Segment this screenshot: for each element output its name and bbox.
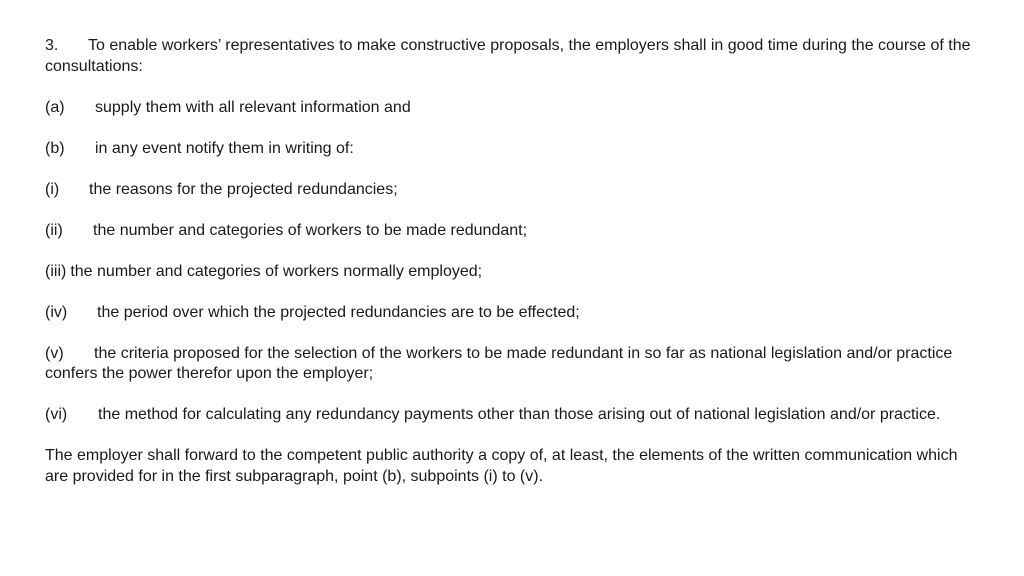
subpoint-iii (45, 262, 985, 283)
paragraph-text: The employer shall forward to the competent public authority a copy of, at least, the elements of the written communication which are provided for in the first subparagraph, point (b), subpoints (i) to (v). (45, 447, 958, 485)
paragraph-3 (45, 36, 985, 77)
document-page (45, 36, 985, 487)
subpoint-number: (iii) (45, 262, 67, 280)
point-a (45, 98, 985, 119)
point-text: in any event notify them in writing of: (95, 139, 354, 157)
subpoint-ii (45, 221, 985, 242)
spacer (45, 241, 985, 262)
paragraph-text: To enable workers’ representatives to make constructive proposals, the employers shall in good time during the course of the consultations: (45, 37, 971, 75)
spacer (45, 77, 985, 98)
point-number: (b) (45, 139, 65, 157)
subpoint-number: (iv) (45, 303, 68, 321)
subpoint-text: the number and categories of workers to be made redundant; (93, 221, 528, 239)
subpoint-v (45, 344, 985, 385)
subpoint-number: (ii) (45, 221, 63, 239)
subpoint-text: the method for calculating any redundancy payments other than those arising out of national legislation and/or practice. (98, 406, 941, 423)
point-b (45, 139, 985, 160)
subpoint-text: the period over which the projected redundancies are to be effected; (97, 303, 580, 321)
subpoint-i (45, 180, 985, 201)
subpoint-vi (45, 405, 985, 426)
subpoint-number: (i) (45, 180, 60, 198)
point-number: (a) (45, 98, 65, 116)
spacer (45, 323, 985, 344)
spacer (45, 200, 985, 221)
spacer (45, 426, 985, 447)
subpoint-text: the reasons for the projected redundancies; (89, 180, 398, 198)
subpoint-text: the criteria proposed for the selection of the workers to be made redundant in so far as national legislation and/or practice confers the power therefor upon the employer; (45, 344, 953, 382)
spacer (45, 385, 985, 406)
closing-paragraph (45, 446, 985, 487)
spacer (45, 282, 985, 303)
point-text: supply them with all relevant information and (95, 98, 411, 116)
subpoint-iv (45, 303, 985, 324)
paragraph-number: 3. (45, 37, 59, 54)
subpoint-number: (v) (45, 344, 64, 362)
subpoint-text: the number and categories of workers normally employed; (70, 262, 483, 280)
spacer (45, 159, 985, 180)
spacer (45, 118, 985, 139)
subpoint-number: (vi) (45, 406, 68, 423)
